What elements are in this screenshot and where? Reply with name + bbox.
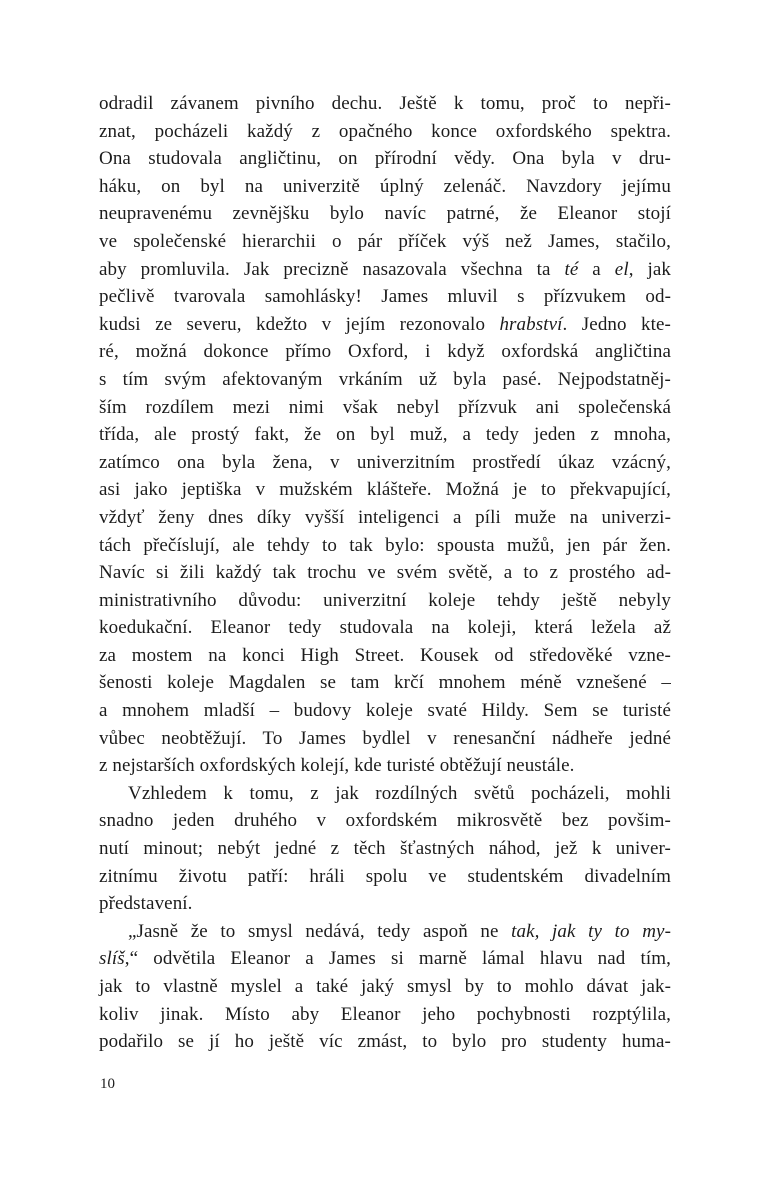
text-segment: šenosti koleje Magdalen se tam krčí mnohem méně vznešené – (99, 672, 671, 694)
text-segment: ministrativního důvodu: univerzitní koleje tehdy ještě nebyly (99, 589, 671, 611)
paragraph (99, 918, 671, 1056)
text-line (99, 669, 671, 697)
text-line (99, 918, 671, 946)
text-segment: znat, pocházeli každý z opačného konce oxfordského spektra. (99, 120, 671, 142)
text-segment: kudsi ze severu, kdežto v jejím rezonovalo (99, 313, 500, 335)
text-segment: třída, ale prostý fakt, že on byl muž, a tedy jeden z mnoha, (99, 424, 671, 446)
text-line (99, 394, 671, 422)
text-segment: tách přečíslují, ale tehdy to tak bylo: spousta mužů, jen pár žen. (99, 534, 671, 556)
text-segment: s tím svým afektovaným vrkáním už byla pasé. Nejpodstatněj- (99, 368, 671, 390)
paragraph (99, 90, 671, 780)
text-segment: Vzhledem k tomu, z jak rozdílných světů pocházeli, mohli (128, 782, 671, 804)
page-text (99, 90, 671, 1056)
text-segment: zatímco ona byla žena, v univerzitním prostředí úkaz vzácný, (99, 451, 671, 473)
text-segment: a (578, 258, 615, 280)
text-segment: asi jako jeptiška v mužském klášteře. Možná je to překvapující, (99, 479, 671, 501)
text-segment: . Jedno kte- (562, 313, 671, 335)
text-segment: vůbec neobtěžují. To James bydlel v renesanční nádheře jedné (99, 727, 671, 749)
text-line (99, 614, 671, 642)
text-line (99, 807, 671, 835)
text-line (99, 559, 671, 587)
text-line (99, 725, 671, 753)
italic-text-segment: tak, jak ty to my- (511, 920, 672, 942)
text-segment: neupravenému zevnějšku bylo navíc patrné, že Eleanor stojí (99, 203, 671, 225)
text-line (99, 697, 671, 725)
text-line (99, 863, 671, 891)
text-segment: , jak (628, 258, 672, 280)
text-segment: podařilo se jí ho ještě víc zmást, to bylo pro studenty huma- (99, 1031, 671, 1053)
text-line (99, 449, 671, 477)
text-line (99, 283, 671, 311)
text-segment: za mostem na konci High Street. Kousek od středověké vzne- (99, 644, 671, 666)
text-segment: ,“ odvětila Eleanor a James si marně lámal hlavu nad tím, (124, 948, 671, 970)
text-segment: koliv jinak. Místo aby Eleanor jeho pochybnosti rozptýlila, (99, 1003, 671, 1025)
text-line (99, 118, 671, 146)
italic-text-segment: hrabství (499, 313, 563, 335)
page-number: 10 (100, 1076, 115, 1092)
text-segment: jak to vlastně myslel a také jaký smysl by to mohlo dávat jak- (99, 976, 671, 997)
text-segment: „Jasně že to smysl nedává, tedy aspoň ne (128, 920, 512, 942)
text-line (99, 587, 671, 615)
text-segment: snadno jeden druhého v oxfordském mikrosvětě bez povšim- (99, 810, 671, 832)
text-segment: představení. (99, 893, 193, 915)
text-line (99, 1028, 671, 1056)
text-line (99, 532, 671, 560)
text-line (99, 145, 671, 173)
text-segment: z nejstarších oxfordských kolejí, kde turisté obtěžují neustále. (99, 755, 575, 777)
text-line (99, 476, 671, 504)
text-line (99, 311, 671, 339)
text-segment: Ona studovala angličtinu, on přírodní vědy. Ona byla v dru- (99, 148, 671, 170)
text-segment: zitnímu životu patří: hráli spolu ve studentském divadelním (99, 865, 671, 887)
text-segment: a mnohem mladší – budovy koleje svaté Hildy. Sem se turisté (99, 700, 671, 722)
text-line (99, 835, 671, 863)
text-line (99, 973, 671, 1001)
text-line (99, 228, 671, 256)
text-segment: pečlivě tvarovala samohlásky! James mluvil s přízvukem od- (99, 286, 671, 308)
text-line (99, 945, 671, 973)
text-segment: ve společenské hierarchii o pár příček výš než James, stačilo, (99, 230, 671, 252)
text-line (99, 338, 671, 366)
text-line (99, 90, 671, 118)
paragraph (99, 780, 671, 918)
text-segment: háku, on byl na univerzitě úplný zelenáč. Navzdory jejímu (99, 175, 671, 197)
text-line (99, 504, 671, 532)
text-segment: ré, možná dokonce přímo Oxford, i když oxfordská angličtina (99, 341, 671, 363)
text-segment: odradil závanem pivního dechu. Ještě k tomu, proč to nepři- (99, 93, 671, 114)
text-line (99, 780, 671, 808)
text-segment: koedukační. Eleanor tedy studovala na koleji, která ležela až (99, 617, 671, 639)
text-line (99, 256, 671, 284)
italic-text-segment: el (614, 258, 629, 280)
text-line (99, 421, 671, 449)
text-line (99, 642, 671, 670)
text-segment: Navíc si žili každý tak trochu ve svém světě, a to z prostého ad- (99, 562, 671, 584)
text-line (99, 173, 671, 201)
italic-text-segment: té (564, 258, 579, 280)
text-segment: aby promluvila. Jak precizně nasazovala všechna ta (99, 258, 565, 280)
text-segment: vždyť ženy dnes díky vyšší inteligenci a píli muže na univerzi- (99, 506, 671, 528)
text-segment: ším rozdílem mezi nimi však nebyl přízvuk ani společenská (99, 396, 671, 418)
text-line (99, 200, 671, 228)
text-line (99, 366, 671, 394)
text-segment: nutí minout; nebýt jedné z těch šťastných náhod, jež k univer- (99, 838, 671, 860)
italic-text-segment: slíš (99, 948, 125, 970)
text-line (99, 752, 671, 780)
text-line (99, 1001, 671, 1029)
text-line (99, 890, 671, 918)
